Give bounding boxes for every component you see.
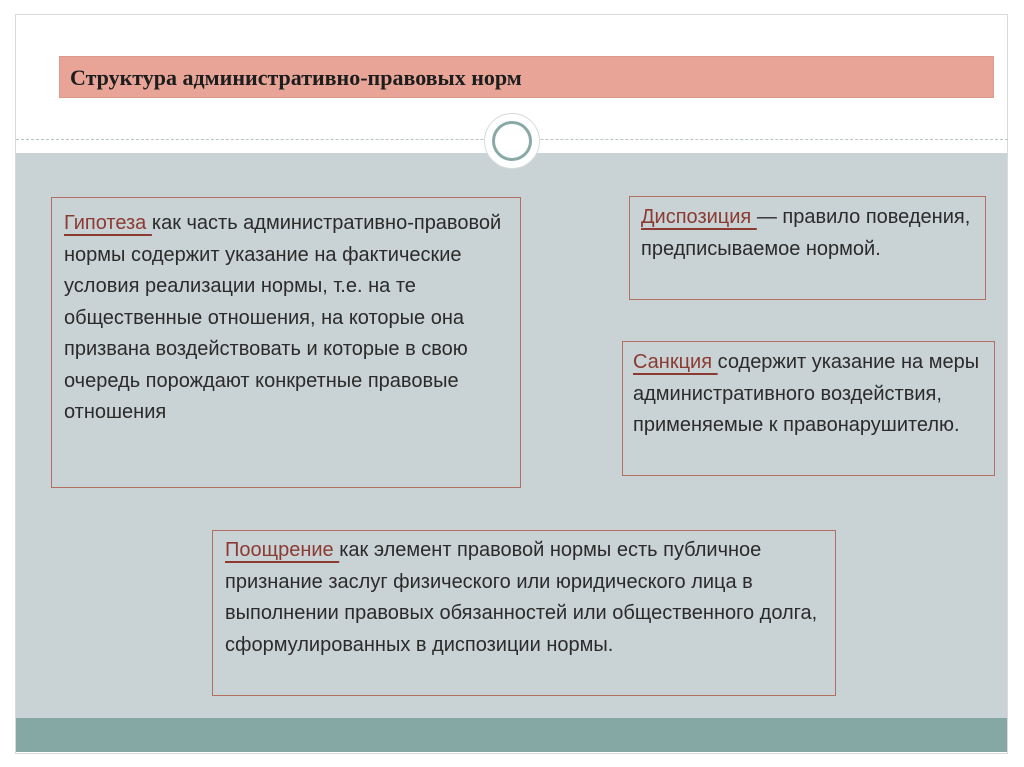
sanction-term: Санкция bbox=[633, 351, 718, 373]
disposition-term: Диспозиция bbox=[641, 206, 757, 228]
encouragement-term: Поощрение bbox=[225, 539, 340, 561]
sanction-box bbox=[622, 341, 995, 476]
disposition-box bbox=[629, 196, 986, 300]
disposition-text: — правило поведения, предписываемое нормой. bbox=[641, 206, 971, 260]
circle-ring bbox=[492, 121, 532, 161]
slide-title: Структура административно-правовых норм bbox=[70, 65, 522, 90]
bottom-bar bbox=[16, 718, 1007, 752]
circle-ornament-icon bbox=[484, 113, 540, 169]
hypothesis-term: Гипотеза bbox=[64, 212, 152, 234]
hypothesis-box bbox=[51, 197, 521, 488]
sanction-text: содержит указание на меры административного воздействия, применяемые к правонарушителю. bbox=[633, 351, 980, 436]
encouragement-text: как элемент правовой нормы есть публичное признание заслуг физического или юридического лица в выполнении правовых обязанностей или общественного долга, сформулированных в диспозиции нормы. bbox=[225, 539, 818, 656]
hypothesis-text: как часть административно-правовой нормы содержит указание на фактические условия реализации нормы, т.е. на те общественные отношения, на которые она призвана воздействовать и которые в свою очередь порождают конкретные правовые отношения bbox=[64, 212, 502, 423]
encouragement-box bbox=[212, 530, 836, 696]
title-bar bbox=[59, 56, 994, 98]
